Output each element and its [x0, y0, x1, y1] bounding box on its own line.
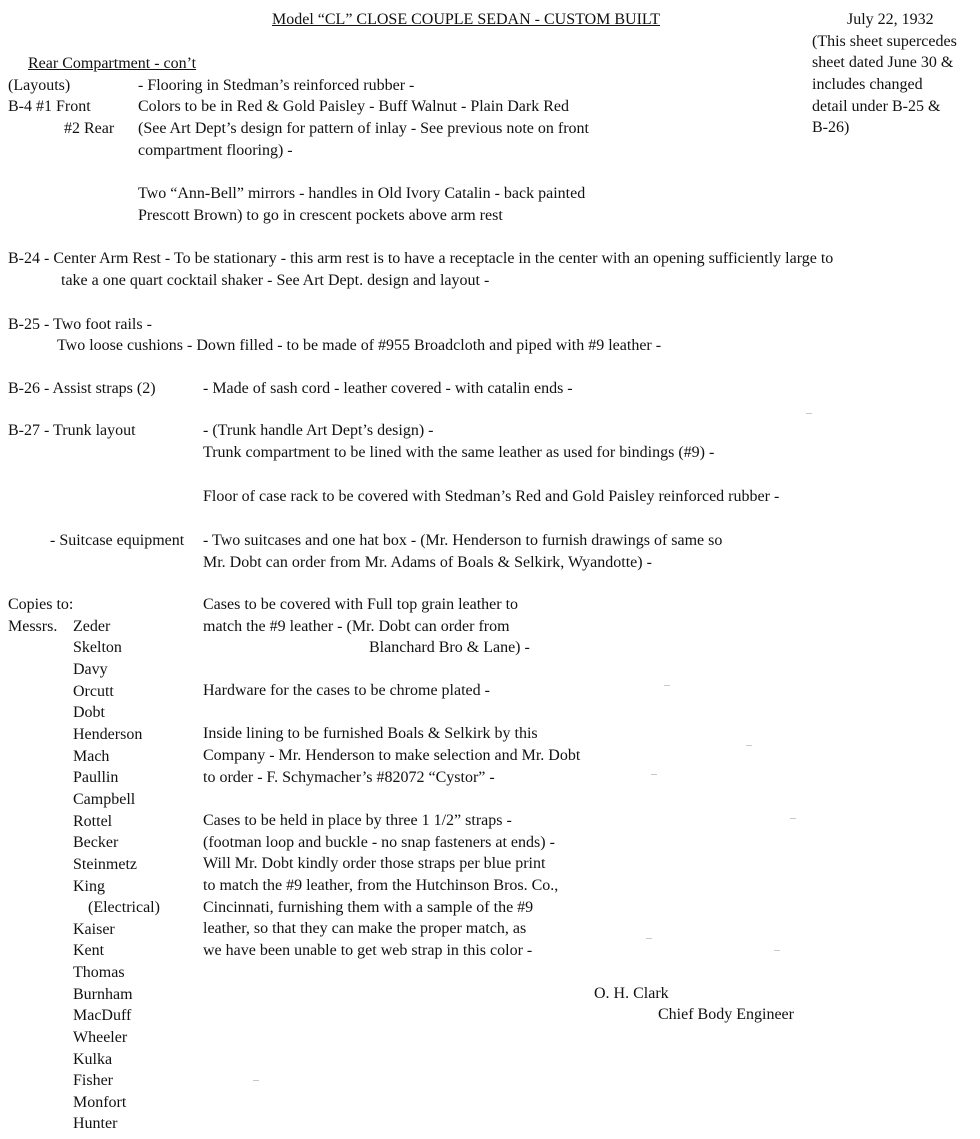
copy-name: Kaiser: [73, 921, 115, 938]
supersede-note-line: detail under B-25 &: [812, 98, 941, 115]
b27-line: Trunk compartment to be lined with the same leather as used for bindings (#9) -: [203, 444, 715, 461]
copy-name: Campbell: [73, 791, 136, 808]
b25-line: Two loose cushions - Down filled - to be made of #955 Broadcloth and piped with #9 leather -: [57, 337, 662, 354]
copy-name: Kulka: [73, 1051, 113, 1068]
copy-name: Wheeler: [73, 1029, 128, 1046]
b25-line: B-25 - Two foot rails -: [8, 316, 152, 333]
mirrors-line: Two “Ann-Bell” mirrors - handles in Old Ivory Catalin - back painted: [138, 185, 586, 202]
flooring-line: Colors to be in Red & Gold Paisley - Buff Walnut - Plain Dark Red: [138, 98, 569, 115]
scan-speck: [790, 818, 796, 819]
suitcase-label: - Suitcase equipment: [50, 532, 185, 549]
cases-hardware: Hardware for the cases to be chrome plated -: [203, 682, 490, 699]
copy-name: Zeder: [73, 618, 111, 635]
b27-floor: Floor of case rack to be covered with Stedman’s Red and Gold Paisley reinforced rubber -: [203, 488, 780, 505]
copy-name: Monfort: [73, 1094, 127, 1111]
copy-name: Thomas: [73, 964, 125, 981]
b26-label: B-26 - Assist straps (2): [8, 380, 156, 397]
cases-straps-line: we have been unable to get web strap in this color -: [203, 942, 533, 959]
b27-label: B-27 - Trunk layout: [8, 422, 136, 439]
suitcase-line: Mr. Dobt can order from Mr. Adams of Boals & Selkirk, Wyandotte) -: [203, 554, 652, 571]
copy-name: Henderson: [73, 726, 143, 743]
scan-speck: [774, 950, 780, 951]
copy-name: MacDuff: [73, 1007, 132, 1024]
cases-straps-line: (footman loop and buckle - no snap fasteners at ends) -: [203, 834, 555, 851]
cases-lining-line: Inside lining to be furnished Boals & Selkirk by this: [203, 725, 538, 742]
copy-name: Becker: [73, 834, 119, 851]
scan-speck: [746, 745, 752, 746]
copy-name: Rottel: [73, 813, 113, 830]
cases-lining-line: Company - Mr. Henderson to make selection and Mr. Dobt: [203, 747, 581, 764]
signature-name: O. H. Clark: [594, 985, 669, 1002]
b24-line: take a one quart cocktail shaker - See Art Dept. design and layout -: [61, 272, 490, 289]
flooring-line: (See Art Dept’s design for pattern of inlay - See previous note on front: [138, 120, 589, 137]
scan-speck: [651, 774, 657, 775]
cases-covered-line: match the #9 leather - (Mr. Dobt can order from: [203, 618, 510, 635]
copy-name: Davy: [73, 661, 108, 678]
cases-covered-line: Blanchard Bro & Lane) -: [369, 639, 530, 656]
scan-speck: [806, 413, 812, 414]
cases-straps-line: Cincinnati, furnishing them with a sample of the #9: [203, 899, 534, 916]
copy-name: Fisher: [73, 1072, 113, 1089]
messrs-label: Messrs.: [8, 618, 58, 635]
copy-name: Orcutt: [73, 683, 114, 700]
copy-name: Skelton: [73, 639, 122, 656]
supersede-note-line: sheet dated June 30 &: [812, 54, 954, 71]
b4-front-label: B-4 #1 Front: [8, 98, 91, 115]
section-heading: Rear Compartment - con’t: [28, 55, 197, 72]
b26-text: - Made of sash cord - leather covered - with catalin ends -: [203, 380, 573, 397]
scan-speck: [646, 938, 652, 939]
b27-line: - (Trunk handle Art Dept’s design) -: [203, 422, 434, 439]
document-title: Model “CL” CLOSE COUPLE SEDAN - CUSTOM BUILT: [272, 11, 661, 28]
flooring-line: compartment flooring) -: [138, 142, 293, 159]
copies-label: Copies to:: [8, 596, 74, 613]
copy-name: King: [73, 878, 105, 895]
supersede-note-line: includes changed: [812, 76, 923, 93]
copy-name: Dobt: [73, 704, 105, 721]
cases-lining-line: to order - F. Schymacher’s #82072 “Cystor” -: [203, 769, 495, 786]
copy-name: Steinmetz: [73, 856, 137, 873]
cases-straps-line: Will Mr. Dobt kindly order those straps per blue print: [203, 855, 546, 872]
cases-straps-line: to match the #9 leather, from the Hutchinson Bros. Co.,: [203, 877, 559, 894]
document-date: July 22, 1932: [847, 11, 934, 28]
cases-straps-line: leather, so that they can make the proper match, as: [203, 920, 527, 937]
b4-rear-label: #2 Rear: [64, 120, 115, 137]
copy-name: Burnham: [73, 986, 133, 1003]
copy-name: Hunter: [73, 1115, 118, 1132]
copy-name: Mach: [73, 748, 110, 765]
layouts-label: (Layouts): [8, 77, 71, 94]
scan-speck: [253, 1080, 259, 1081]
flooring-line: - Flooring in Stedman’s reinforced rubber -: [138, 77, 415, 94]
mirrors-line: Prescott Brown) to go in crescent pockets above arm rest: [138, 207, 503, 224]
copy-name: Kent: [73, 942, 105, 959]
signature-title: Chief Body Engineer: [658, 1006, 794, 1023]
cases-covered-line: Cases to be covered with Full top grain leather to: [203, 596, 519, 613]
copy-name: (Electrical): [88, 899, 160, 916]
scan-speck: [664, 685, 670, 686]
suitcase-line: - Two suitcases and one hat box - (Mr. Henderson to furnish drawings of same so: [203, 532, 723, 549]
cases-straps-line: Cases to be held in place by three 1 1/2” straps -: [203, 812, 512, 829]
copy-name: Paullin: [73, 769, 119, 786]
supersede-note-line: B-26): [812, 119, 850, 136]
supersede-note-line: (This sheet supercedes: [812, 33, 957, 50]
b24-line: B-24 - Center Arm Rest - To be stationary - this arm rest is to have a receptacle in the center with an opening sufficiently large to: [8, 250, 834, 267]
